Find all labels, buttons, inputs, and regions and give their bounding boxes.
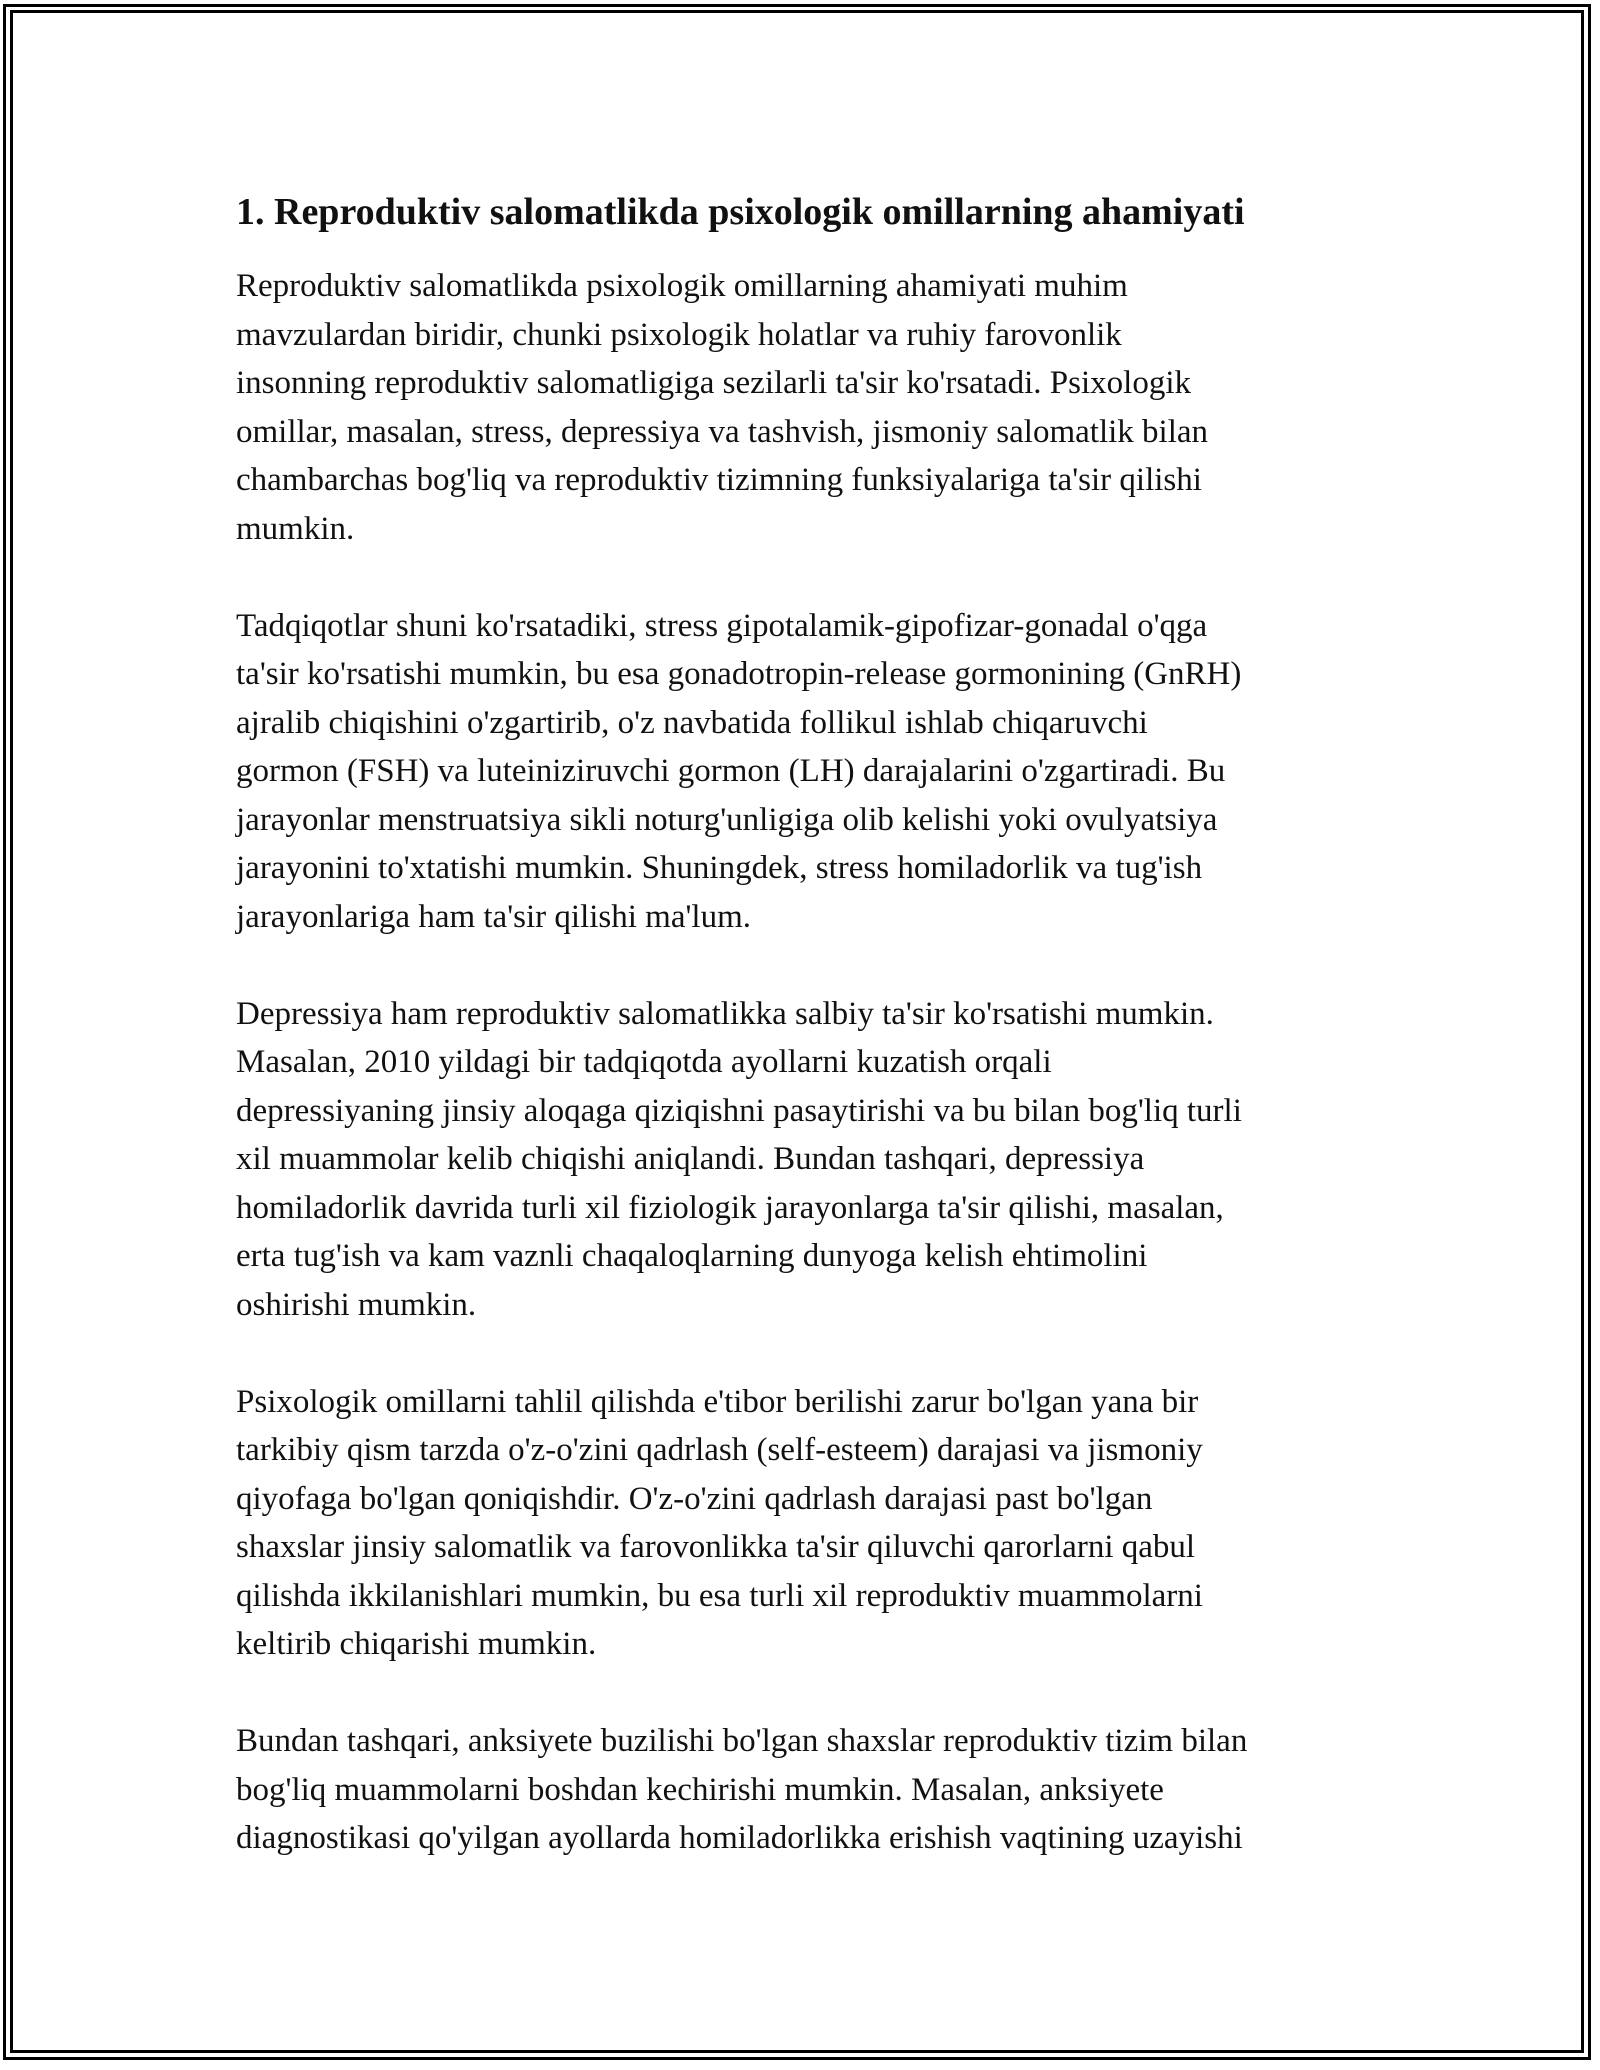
- paragraph-3: Depressiya ham reproduktiv salomatlikka salbiy ta'sir ko'rsatishi mumkin. Masalan, 2010 yildagi bir tadqiqotda ayollarni kuzatish orqali depressiyaning jinsiy aloqaga qiziqishni pasaytirishi va bu bilan bog'liq turli xil muammolar kelib chiqishi aniqlandi. Bundan tashqari, depressiya homiladorlik davrida turli xil fiziologik jarayonlarga ta'sir qilishi, masalan, erta tug'ish va kam vaznli chaqaloqlarning dunyoga kelish ehtimolini oshirishi mumkin.: [236, 995, 1242, 1323]
- paragraph-1: Reproduktiv salomatlikda psixologik omillarning ahamiyati muhim mavzulardan biridir, chunki psixologik holatlar va ruhiy farovonlik insonning reproduktiv salomatligiga sezilarli ta'sir ko'rsatadi. Psixologik omillar, masalan, stress, depressiya va tashvish, jismoniy salomatlik bilan chambarchas bog'liq va reproduktiv tizimning funksiyalariga ta'sir qilishi mumkin.: [236, 268, 1209, 547]
- document-body: [236, 184, 1366, 1911]
- paragraph-5: Bundan tashqari, anksiyete buzilishi bo'lgan shaxslar reproduktiv tizim bilan bog'liq muammolarni boshdan kechirishi mumkin. Masalan, anksiyete diagnostikasi qo'yilgan ayollarda homiladorlikka erishish vaqtining uzayishi: [236, 1723, 1248, 1856]
- paragraph-4: Psixologik omillarni tahlil qilishda e'tibor berilishi zarur bo'lgan yana bir tarkibiy qism tarzda o'z-o'zini qadrlash (self-esteem) darajasi va jismoniy qiyofaga bo'lgan qoniqishdir. O'z-o'zini qadrlash darajasi past bo'lgan shaxslar jinsiy salomatlik va farovonlikka ta'sir qiluvchi qarorlarni qabul qilishda ikkilanishlari mumkin, bu esa turli xil reproduktiv muammolarni keltirib chiqarishi mumkin.: [236, 1383, 1203, 1662]
- section-heading: 1. Reproduktiv salomatlikda psixologik omillarning ahamiyati: [236, 191, 1245, 233]
- paragraph-2: Tadqiqotlar shuni ko'rsatadiki, stress gipotalamik-gipofizar-gonadal o'qga ta'sir ko'rsatishi mumkin, bu esa gonadotropin-release gormonining (GnRH) ajralib chiqishini o'zgartirib, o'z navbatida follikul ishlab chiqaruvchi gormon (FSH) va luteiniziruvchi gormon (LH) darajalarini o'zgartiradi. Bu jarayonlar menstruatsiya sikli noturg'unligiga olib kelishi yoki ovulyatsiya jarayonini to'xtatishi mumkin. Shuningdek, stress homiladorlik va tug'ish jarayonlariga ham ta'sir qilishi ma'lum.: [236, 607, 1242, 935]
